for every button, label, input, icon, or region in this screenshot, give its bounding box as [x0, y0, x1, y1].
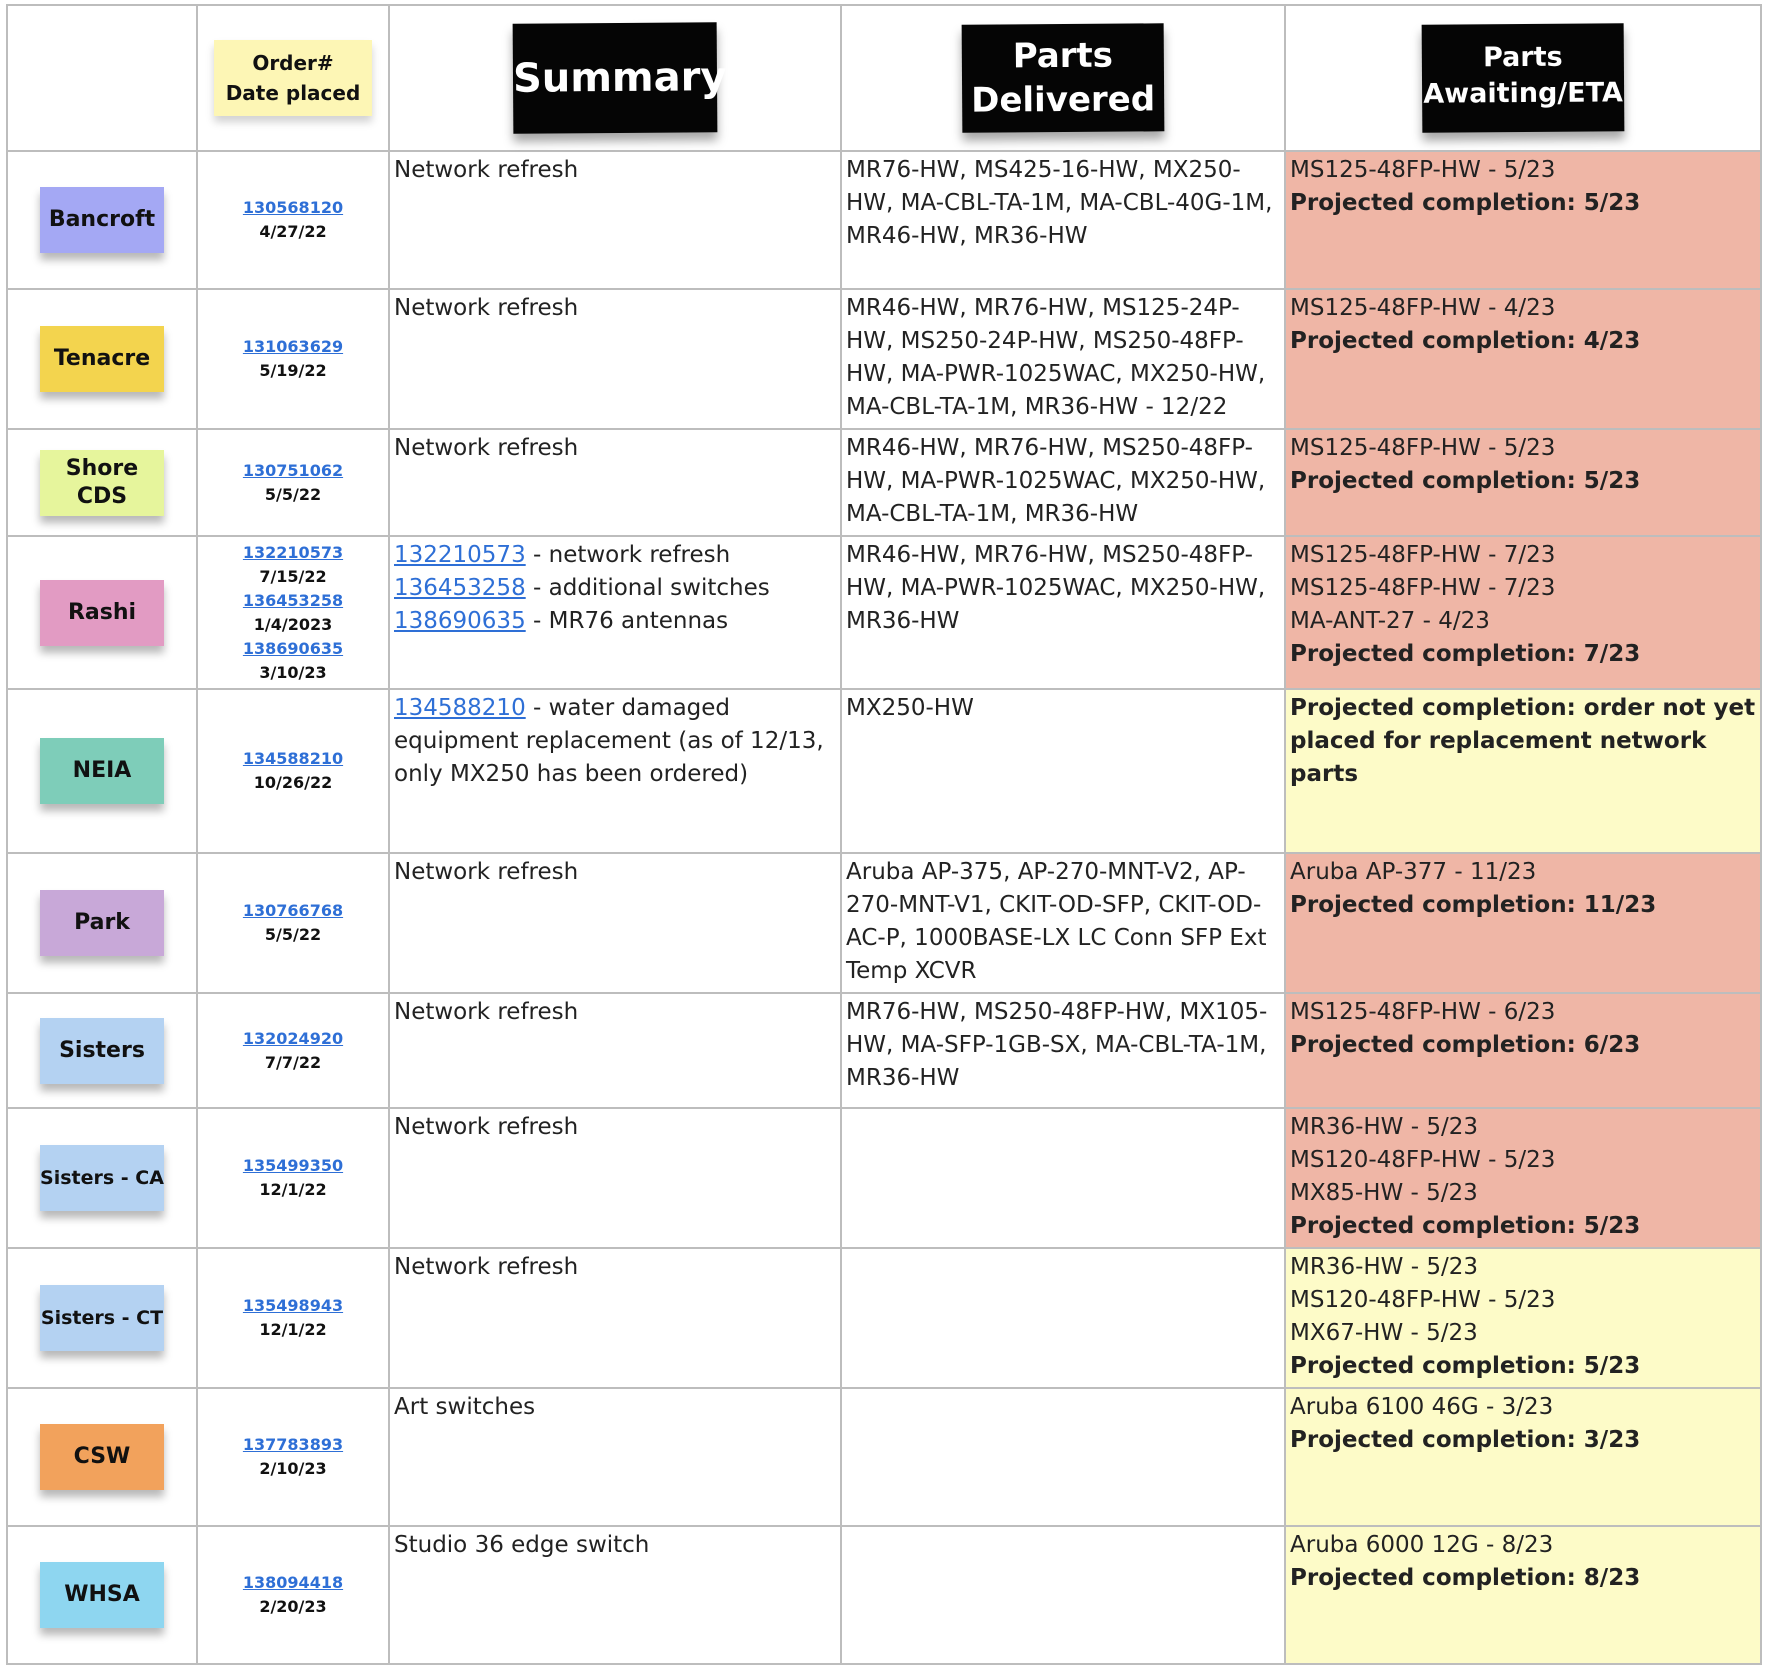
- order-list: [198, 854, 388, 992]
- order-date: 5/19/22: [259, 361, 327, 380]
- site-note-wrap: [8, 290, 196, 428]
- order-number-link[interactable]: 130751062: [242, 460, 344, 480]
- table-row: [7, 151, 1761, 289]
- order-date: 5/5/22: [264, 925, 322, 944]
- table-row: [7, 1526, 1761, 1664]
- summary-cell: [389, 1248, 841, 1388]
- header-delivered: [841, 5, 1285, 151]
- header-blank: [7, 5, 197, 151]
- order-date: 2/10/23: [259, 1459, 327, 1478]
- summary-cell: [389, 536, 841, 689]
- delivered-parts: Aruba AP-375, AP-270-MNT-V2, AP-270-MNT-V1, CKIT-OD-SFP, CKIT-OD-AC-P, 1000BASE-LX LC Conn SFP Ext Temp XCVR: [846, 859, 1267, 984]
- summary-order-link[interactable]: 138690635: [394, 608, 526, 634]
- delivered-parts: MR46-HW, MR76-HW, MS250-48FP-HW, MA-PWR-1025WAC, MX250-HW, MA-CBL-TA-1M, MR36-HW: [846, 435, 1266, 527]
- summary-text: [390, 1389, 840, 1428]
- summary-order-link[interactable]: 134588210: [394, 695, 526, 721]
- awaiting-parts: [1286, 854, 1760, 926]
- site-note-wrap: [8, 1249, 196, 1387]
- awaiting-item: MX67-HW - 5/23: [1290, 1320, 1478, 1346]
- header-order: [197, 5, 389, 151]
- summary-order-link[interactable]: 132210573: [394, 542, 526, 568]
- summary-text: [390, 430, 840, 469]
- projected-completion: Projected completion: 8/23: [1290, 1565, 1641, 1591]
- order-list: [198, 690, 388, 852]
- awaiting-item: MS120-48FP-HW - 5/23: [1290, 1147, 1556, 1173]
- site-cell: [7, 853, 197, 993]
- summary-line: [394, 1251, 836, 1284]
- summary-description: - water damaged equipment replacement (as of 12/13, only MX250 has been ordered): [394, 695, 824, 787]
- order-number-link[interactable]: 130766768: [242, 901, 344, 920]
- order-list: [198, 430, 388, 535]
- order-cell: [197, 289, 389, 429]
- delivered-parts: MR76-HW, MS250-48FP-HW, MX105-HW, MA-SFP-1GB-SX, MA-CBL-TA-1M, MR36-HW: [846, 999, 1268, 1091]
- order-number-link[interactable]: 137783893: [242, 1435, 344, 1454]
- awaiting-parts: [1286, 994, 1760, 1066]
- order-date: 7/15/22: [259, 566, 327, 586]
- delivered-cell: [841, 536, 1285, 689]
- order-cell: [197, 1388, 389, 1526]
- summary-cell: [389, 289, 841, 429]
- awaiting-cell: [1285, 1388, 1761, 1526]
- summary-cell: [389, 853, 841, 993]
- awaiting-item: MA-ANT-27 - 4/23: [1290, 608, 1490, 634]
- delivered-cell: [841, 151, 1285, 289]
- site-sticky-note: Sisters - CA: [40, 1145, 164, 1211]
- awaiting-item: MS125-48FP-HW - 5/23: [1290, 157, 1556, 183]
- order-cell: [197, 1526, 389, 1664]
- awaiting-item: MR36-HW - 5/23: [1290, 1114, 1478, 1140]
- projected-completion: Projected completion: 4/23: [1290, 328, 1641, 354]
- orders-table: [6, 4, 1762, 1665]
- order-cell: [197, 429, 389, 536]
- site-note-wrap: [8, 994, 196, 1107]
- projected-completion: Projected completion: 5/23: [1290, 468, 1641, 494]
- summary-description: Studio 36 edge switch: [394, 1532, 650, 1558]
- table-row: [7, 1388, 1761, 1526]
- delivered-header-line1: Parts: [1012, 35, 1114, 77]
- summary-line: [394, 539, 836, 572]
- summary-description: Network refresh: [394, 1114, 579, 1140]
- awaiting-header-note: [1422, 23, 1625, 132]
- delivered-parts: [842, 1249, 1284, 1255]
- delivered-cell: [841, 853, 1285, 993]
- summary-header-note: Summary: [513, 22, 718, 133]
- awaiting-cell: [1285, 429, 1761, 536]
- summary-cell: [389, 151, 841, 289]
- summary-line: [394, 605, 836, 638]
- summary-cell: [389, 689, 841, 853]
- table-row: [7, 429, 1761, 536]
- delivered-parts: [842, 1389, 1284, 1395]
- order-number-link[interactable]: 131063629: [242, 337, 344, 356]
- summary-description: - MR76 antennas: [525, 608, 729, 634]
- projected-completion: Projected completion: order not yet placed for replacement network parts: [1290, 695, 1756, 787]
- order-list: [198, 290, 388, 428]
- site-cell: [7, 1388, 197, 1526]
- awaiting-cell: [1285, 853, 1761, 993]
- site-note-wrap: [8, 854, 196, 992]
- delivered-cell: [841, 993, 1285, 1108]
- order-list: [198, 1109, 388, 1247]
- awaiting-parts: [1286, 430, 1760, 502]
- site-cell: [7, 1526, 197, 1664]
- site-cell: [7, 151, 197, 289]
- summary-cell: [389, 1388, 841, 1526]
- order-number-link[interactable]: 138690635: [242, 638, 344, 658]
- order-date: 5/5/22: [264, 484, 322, 504]
- order-list: [198, 1527, 388, 1663]
- site-sticky-note: Sisters - CT: [40, 1285, 164, 1351]
- projected-completion: Projected completion: 7/23: [1290, 641, 1641, 667]
- delivered-cell: [841, 689, 1285, 853]
- site-note-wrap: [8, 152, 196, 288]
- summary-cell: [389, 1526, 841, 1664]
- order-number-link[interactable]: 138094418: [242, 1573, 344, 1592]
- table-row: [7, 993, 1761, 1108]
- header-summary: [389, 5, 841, 151]
- order-list: [198, 1389, 388, 1525]
- delivered-cell: [841, 1248, 1285, 1388]
- site-cell: [7, 1248, 197, 1388]
- summary-line: [394, 856, 836, 889]
- summary-text: [390, 690, 840, 795]
- delivered-parts: [842, 1109, 1284, 1115]
- order-cell: [197, 1108, 389, 1248]
- order-cell: [197, 151, 389, 289]
- awaiting-cell: [1285, 1248, 1761, 1388]
- site-cell: [7, 429, 197, 536]
- table-row: [7, 689, 1761, 853]
- projected-completion: Projected completion: 6/23: [1290, 1032, 1641, 1058]
- date-header-label: Date placed: [225, 81, 361, 105]
- summary-line: [394, 692, 836, 791]
- awaiting-cell: [1285, 993, 1761, 1108]
- site-sticky-note: CSW: [40, 1424, 164, 1490]
- site-sticky-note: Rashi: [40, 580, 164, 646]
- order-date: 12/1/22: [259, 1320, 327, 1339]
- site-sticky-note: Sisters: [40, 1018, 164, 1084]
- site-sticky-note: Bancroft: [40, 187, 164, 253]
- awaiting-item: MS125-48FP-HW - 4/23: [1290, 295, 1556, 321]
- order-list: [198, 537, 388, 688]
- site-cell: [7, 289, 197, 429]
- awaiting-cell: [1285, 1526, 1761, 1664]
- order-date: 12/1/22: [259, 1180, 327, 1199]
- delivered-header-line2: Delivered: [971, 79, 1156, 121]
- delivered-cell: [841, 289, 1285, 429]
- summary-description: - network refresh: [525, 542, 731, 568]
- projected-completion: Projected completion: 5/23: [1290, 1353, 1641, 1379]
- header-awaiting: [1285, 5, 1761, 151]
- summary-text: [390, 1527, 840, 1566]
- site-note-wrap: [8, 430, 196, 535]
- site-sticky-note: NEIA: [40, 738, 164, 804]
- summary-line: [394, 572, 836, 605]
- delivered-header-note: [962, 23, 1165, 132]
- table-row: [7, 1248, 1761, 1388]
- awaiting-item: MS120-48FP-HW - 5/23: [1290, 1287, 1556, 1313]
- table-row: [7, 1108, 1761, 1248]
- delivered-parts: [842, 1527, 1284, 1533]
- delivered-cell: [841, 1388, 1285, 1526]
- order-number-link[interactable]: 130568120: [242, 198, 344, 217]
- summary-description: - additional switches: [525, 575, 770, 601]
- summary-description: Network refresh: [394, 435, 579, 461]
- order-date-header-note: [214, 40, 373, 116]
- site-sticky-note: Park: [40, 890, 164, 956]
- awaiting-item: MS125-48FP-HW - 6/23: [1290, 999, 1556, 1025]
- delivered-parts: MX250-HW: [846, 695, 974, 721]
- delivered-parts: MR46-HW, MR76-HW, MS125-24P-HW, MS250-24P-HW, MS250-48FP-HW, MA-PWR-1025WAC, MX250-HW, MA-CBL-TA-1M, MR36-HW - 12/22: [846, 295, 1266, 420]
- order-cell: [197, 689, 389, 853]
- order-list: [198, 994, 388, 1107]
- projected-completion: Projected completion: 5/23: [1290, 190, 1641, 216]
- awaiting-cell: [1285, 151, 1761, 289]
- order-date: 7/7/22: [264, 1052, 322, 1072]
- awaiting-parts: [1286, 690, 1760, 795]
- order-cell: [197, 1248, 389, 1388]
- site-note-wrap: [8, 690, 196, 852]
- site-note-wrap: [8, 537, 196, 688]
- summary-line: [394, 1529, 836, 1562]
- awaiting-parts: [1286, 1389, 1760, 1461]
- table-row: [7, 853, 1761, 993]
- delivered-cell: [841, 1108, 1285, 1248]
- summary-line: [394, 1111, 836, 1144]
- order-number-link[interactable]: 134588210: [242, 749, 344, 768]
- awaiting-cell: [1285, 689, 1761, 853]
- summary-description: Network refresh: [394, 859, 579, 885]
- order-date: 3/10/23: [259, 662, 327, 682]
- order-number-link[interactable]: 132210573: [242, 542, 344, 562]
- awaiting-cell: [1285, 289, 1761, 429]
- summary-description: Network refresh: [394, 1254, 579, 1280]
- order-number-link[interactable]: 132024920: [242, 1028, 344, 1048]
- site-sticky-note: WHSA: [40, 1562, 164, 1628]
- awaiting-item: MX85-HW - 5/23: [1290, 1180, 1478, 1206]
- awaiting-item: MS125-48FP-HW - 7/23: [1290, 575, 1556, 601]
- awaiting-item: MR36-HW - 5/23: [1290, 1254, 1478, 1280]
- awaiting-parts: [1286, 152, 1760, 224]
- summary-text: [390, 1249, 840, 1288]
- table-body: [7, 151, 1761, 1664]
- summary-line: [394, 292, 836, 325]
- awaiting-item: Aruba AP-377 - 11/23: [1290, 859, 1537, 885]
- summary-text: [390, 994, 840, 1033]
- summary-line: [394, 1391, 836, 1424]
- site-sticky-note: Tenacre: [40, 326, 164, 392]
- summary-order-link[interactable]: 136453258: [394, 575, 526, 601]
- summary-cell: [389, 1108, 841, 1248]
- site-note-wrap: [8, 1527, 196, 1663]
- summary-description: Network refresh: [394, 295, 579, 321]
- summary-line: [394, 996, 836, 1029]
- awaiting-header-line1: Parts: [1482, 41, 1563, 74]
- order-date: 10/26/22: [253, 773, 333, 792]
- order-cell: [197, 536, 389, 689]
- awaiting-parts: [1286, 1527, 1760, 1599]
- awaiting-parts: [1286, 290, 1760, 362]
- delivered-parts: MR76-HW, MS425-16-HW, MX250-HW, MA-CBL-TA-1M, MA-CBL-40G-1M, MR46-HW, MR36-HW: [846, 157, 1273, 249]
- delivered-cell: [841, 429, 1285, 536]
- projected-completion: Projected completion: 11/23: [1290, 892, 1657, 918]
- projected-completion: Projected completion: 5/23: [1290, 1213, 1641, 1239]
- header-row: [7, 5, 1761, 151]
- awaiting-parts: [1286, 537, 1760, 675]
- site-cell: [7, 1108, 197, 1248]
- table-row: [7, 536, 1761, 689]
- site-cell: [7, 993, 197, 1108]
- awaiting-parts: [1286, 1109, 1760, 1247]
- projected-completion: Projected completion: 3/23: [1290, 1427, 1641, 1453]
- site-cell: [7, 536, 197, 689]
- site-note-wrap: [8, 1109, 196, 1247]
- table-row: [7, 289, 1761, 429]
- delivered-cell: [841, 1526, 1285, 1664]
- summary-line: [394, 432, 836, 465]
- order-header-label: Order#: [252, 51, 334, 75]
- summary-text: [390, 1109, 840, 1148]
- site-note-wrap: [8, 1389, 196, 1525]
- order-list: [198, 1249, 388, 1387]
- summary-text: [390, 290, 840, 329]
- summary-text: [390, 854, 840, 893]
- order-number-link[interactable]: 136453258: [242, 590, 344, 610]
- site-sticky-note: Shore CDS: [40, 450, 164, 516]
- site-cell: [7, 689, 197, 853]
- summary-description: Network refresh: [394, 999, 579, 1025]
- awaiting-item: MS125-48FP-HW - 5/23: [1290, 435, 1556, 461]
- summary-text: [390, 537, 840, 642]
- summary-cell: [389, 429, 841, 536]
- order-number-link[interactable]: 135499350: [242, 1156, 344, 1175]
- order-date: 1/4/2023: [253, 614, 333, 634]
- summary-description: Network refresh: [394, 157, 579, 183]
- awaiting-parts: [1286, 1249, 1760, 1387]
- summary-text: [390, 152, 840, 191]
- order-cell: [197, 853, 389, 993]
- order-date: 4/27/22: [259, 222, 327, 241]
- delivered-parts: MR46-HW, MR76-HW, MS250-48FP-HW, MA-PWR-1025WAC, MX250-HW, MR36-HW: [846, 542, 1266, 634]
- order-cell: [197, 993, 389, 1108]
- awaiting-cell: [1285, 1108, 1761, 1248]
- awaiting-header-line2: Awaiting/ETA: [1423, 77, 1623, 110]
- awaiting-item: Aruba 6000 12G - 8/23: [1290, 1532, 1554, 1558]
- summary-cell: [389, 993, 841, 1108]
- awaiting-cell: [1285, 536, 1761, 689]
- order-date: 2/20/23: [259, 1597, 327, 1616]
- order-number-link[interactable]: 135498943: [242, 1296, 344, 1315]
- awaiting-item: Aruba 6100 46G - 3/23: [1290, 1394, 1554, 1420]
- summary-line: [394, 154, 836, 187]
- order-list: [198, 152, 388, 288]
- awaiting-item: MS125-48FP-HW - 7/23: [1290, 542, 1556, 568]
- summary-description: Art switches: [394, 1394, 536, 1420]
